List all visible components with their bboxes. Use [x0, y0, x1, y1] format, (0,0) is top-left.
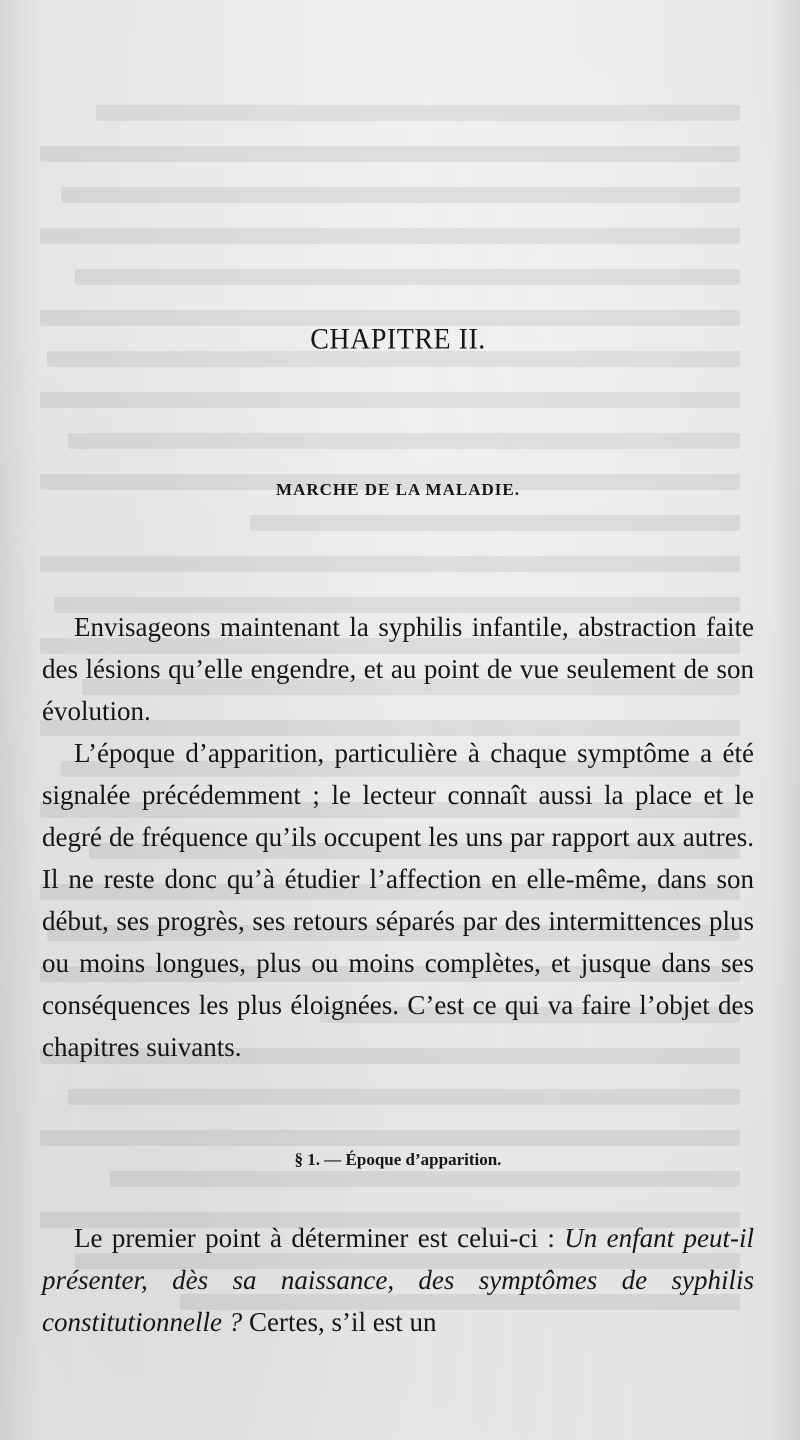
chapter-subtitle: MARCHE DE LA MALADIE.: [276, 480, 520, 499]
italic-question: Un enfant peut-il présenter, dès sa naissance, des symptômes de syphilis constitutionnelle ?: [42, 1223, 755, 1337]
chapter-title: CHAPITRE II.: [310, 323, 486, 356]
paragraph: L’époque d’apparition, particulière à chaque symptôme a été signalée précédemment ; le lecteur connaît aussi la place et le degré de fréquence qu’ils occupent les uns par rapport aux autres. Il ne reste donc qu’à étudier l’affection en elle-même, dans son début, ses progrès, ses retours séparés par des intermittences plus ou moins longues, plus ou moins complètes, et jusque dans ses conséquences les plus éloignées. C’est ce qui va faire l’objet des chapitres suivants.: [42, 738, 754, 1062]
paragraph-continuation: Certes, s’il est un: [242, 1307, 437, 1337]
paragraph-intro: Le premier point à déterminer est celui-ci :: [74, 1223, 565, 1253]
paragraph: Envisageons maintenant la syphilis infantile, abstraction faite des lésions qu’elle engendre, et au point de vue seulement de son évolution.: [42, 612, 754, 726]
paragraph: [42, 1217, 754, 1343]
section-heading: § 1. — Époque d’apparition.: [294, 1150, 502, 1169]
page-content: [42, 0, 754, 1440]
chapter-intro-text: [42, 606, 754, 1068]
section-text: [42, 1217, 754, 1343]
